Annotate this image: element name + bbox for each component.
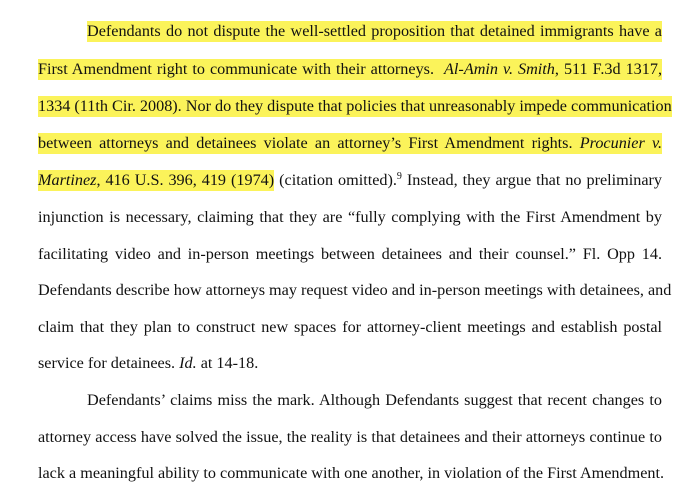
citation-text: at 14-18.: [196, 354, 259, 372]
citation-id: Id.: [179, 354, 197, 372]
case-name: Procunier v.: [579, 134, 662, 152]
sentence-text: service for detainees.: [38, 354, 176, 372]
highlighted-text: [38, 170, 274, 191]
paragraph-1-line-3: [38, 96, 672, 116]
case-name: Al-Amin v. Smith: [444, 60, 555, 78]
paragraph-1-line-4: [38, 133, 662, 153]
paragraph-1-line-2: [38, 59, 662, 79]
paragraph-1-line-1: [87, 21, 662, 41]
sentence-text: between attorneys and detainees violate an attorney’s First Amendment rights.: [38, 134, 573, 152]
paragraph-1-line-5: [38, 170, 662, 190]
highlighted-text: [38, 59, 662, 80]
case-name: Martinez: [38, 171, 97, 189]
sentence-text: (citation omitted).: [274, 171, 397, 189]
citation-text: , 511 F.3d 1317,: [554, 60, 663, 78]
paragraph-2-line-3: lack a meaningful ability to communicate with one another, in violation of the First Amendment.: [38, 464, 665, 482]
highlighted-text: [38, 133, 662, 154]
paragraph-1-line-6: injunction is necessary, claiming that they are “fully complying with the First Amendment by: [38, 208, 662, 226]
paragraph-2-line-1: Defendants’ claims miss the mark. Although Defendants suggest that recent changes to: [87, 391, 662, 409]
paragraph-1-line-8: Defendants describe how attorneys may request video and in-person meetings with detainees, and: [38, 281, 672, 299]
highlighted-text: 1334 (11th Cir. 2008). Nor do they dispute that policies that unreasonably impede communication: [38, 97, 672, 115]
sentence-text: First Amendment right to communicate with their attorneys.: [38, 60, 435, 78]
paragraph-1-line-9: claim that they plan to construct new spaces for attorney-client meetings and establish postal: [38, 318, 662, 336]
paragraph-1-line-10: [38, 353, 662, 373]
citation-text: , 416 U.S. 396, 419 (1974): [96, 171, 275, 189]
highlighted-text: Defendants do not dispute the well-settled proposition that detained immigrants have a: [87, 22, 662, 40]
sentence-text: Instead, they argue that no preliminary: [401, 171, 662, 189]
paragraph-1-line-7: facilitating video and in-person meetings between detainees and their counsel.” Fl. Opp 14.: [38, 245, 662, 263]
footnote-marker[interactable]: 9: [396, 171, 402, 182]
paragraph-2-line-2: attorney access have solved the issue, the reality is that detainees and their attorneys continue to: [38, 428, 662, 446]
